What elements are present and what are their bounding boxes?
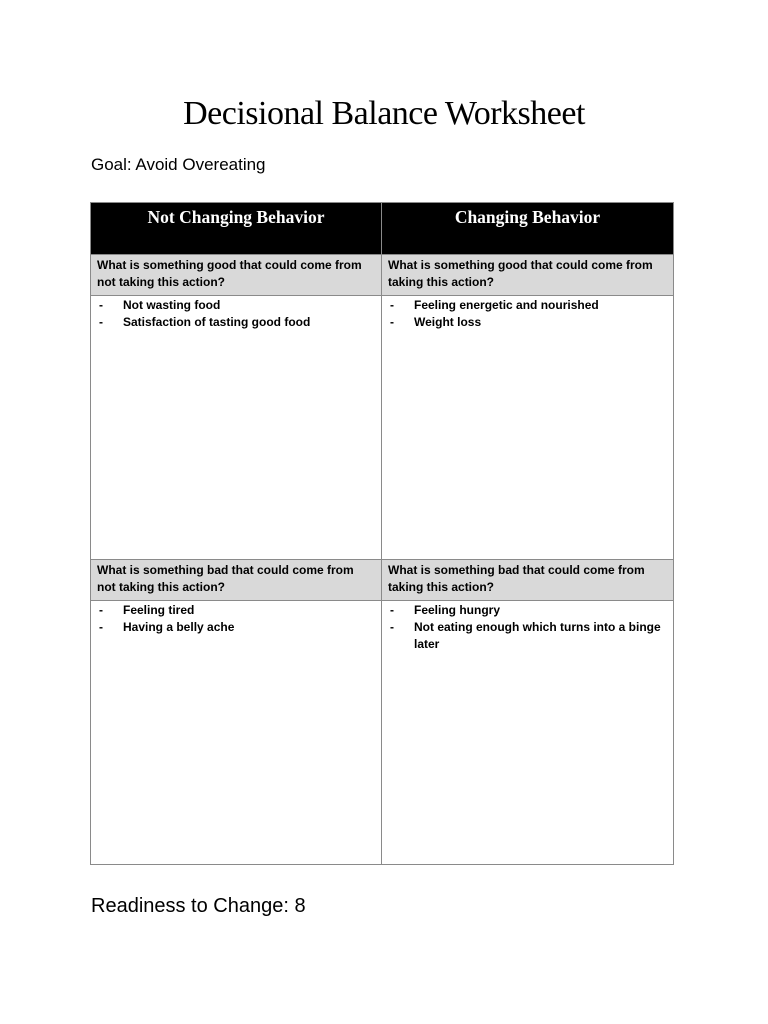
answer-text: Not wasting food xyxy=(123,298,221,312)
answer-text: Feeling tired xyxy=(123,603,195,617)
answer-text: Feeling energetic and nourished xyxy=(414,298,599,312)
bullet-dash: - xyxy=(99,298,103,312)
good-question-changing: What is something good that could come from taking this action? xyxy=(382,255,674,296)
good-question-not-changing: What is something good that could come from not taking this action? xyxy=(91,255,382,296)
header-not-changing: Not Changing Behavior xyxy=(91,203,382,255)
answer-text: Satisfaction of tasting good food xyxy=(123,315,311,329)
bullet-dash: - xyxy=(99,315,103,329)
bad-question-changing: What is something bad that could come from taking this action? xyxy=(382,560,674,601)
bad-answers-row xyxy=(91,601,674,865)
header-changing: Changing Behavior xyxy=(382,203,674,255)
bullet-dash: - xyxy=(390,603,394,617)
list-item xyxy=(390,602,667,619)
list-item xyxy=(99,314,375,331)
bad-question-row xyxy=(91,560,674,601)
list-item xyxy=(390,619,667,653)
bad-answers-changing-cell[interactable] xyxy=(382,601,674,865)
page-title: Decisional Balance Worksheet xyxy=(183,95,585,132)
list-item xyxy=(390,297,667,314)
bullet-dash: - xyxy=(99,603,103,617)
good-question-row xyxy=(91,255,674,296)
bullet-dash: - xyxy=(390,298,394,312)
answer-text: Weight loss xyxy=(414,315,482,329)
goal-text: Goal: Avoid Overeating xyxy=(91,155,266,174)
bad-question-not-changing: What is something bad that could come from not taking this action? xyxy=(91,560,382,601)
answer-text: Feeling hungry xyxy=(414,603,501,617)
bullet-dash: - xyxy=(390,620,394,634)
good-answers-row xyxy=(91,296,674,560)
bad-answers-not-changing-cell[interactable] xyxy=(91,601,382,865)
header-row xyxy=(91,203,674,255)
readiness-text: Readiness to Change: 8 xyxy=(91,895,306,917)
list-item xyxy=(390,314,667,331)
list-item xyxy=(99,297,375,314)
bullet-dash: - xyxy=(99,620,103,634)
good-answers-not-changing-cell[interactable] xyxy=(91,296,382,560)
good-answers-changing-cell[interactable] xyxy=(382,296,674,560)
answer-text: Having a belly ache xyxy=(123,620,235,634)
bullet-dash: - xyxy=(390,315,394,329)
decisional-balance-table xyxy=(90,202,674,865)
list-item xyxy=(99,602,375,619)
list-item xyxy=(99,619,375,636)
answer-text: Not eating enough which turns into a binge later xyxy=(414,620,661,651)
